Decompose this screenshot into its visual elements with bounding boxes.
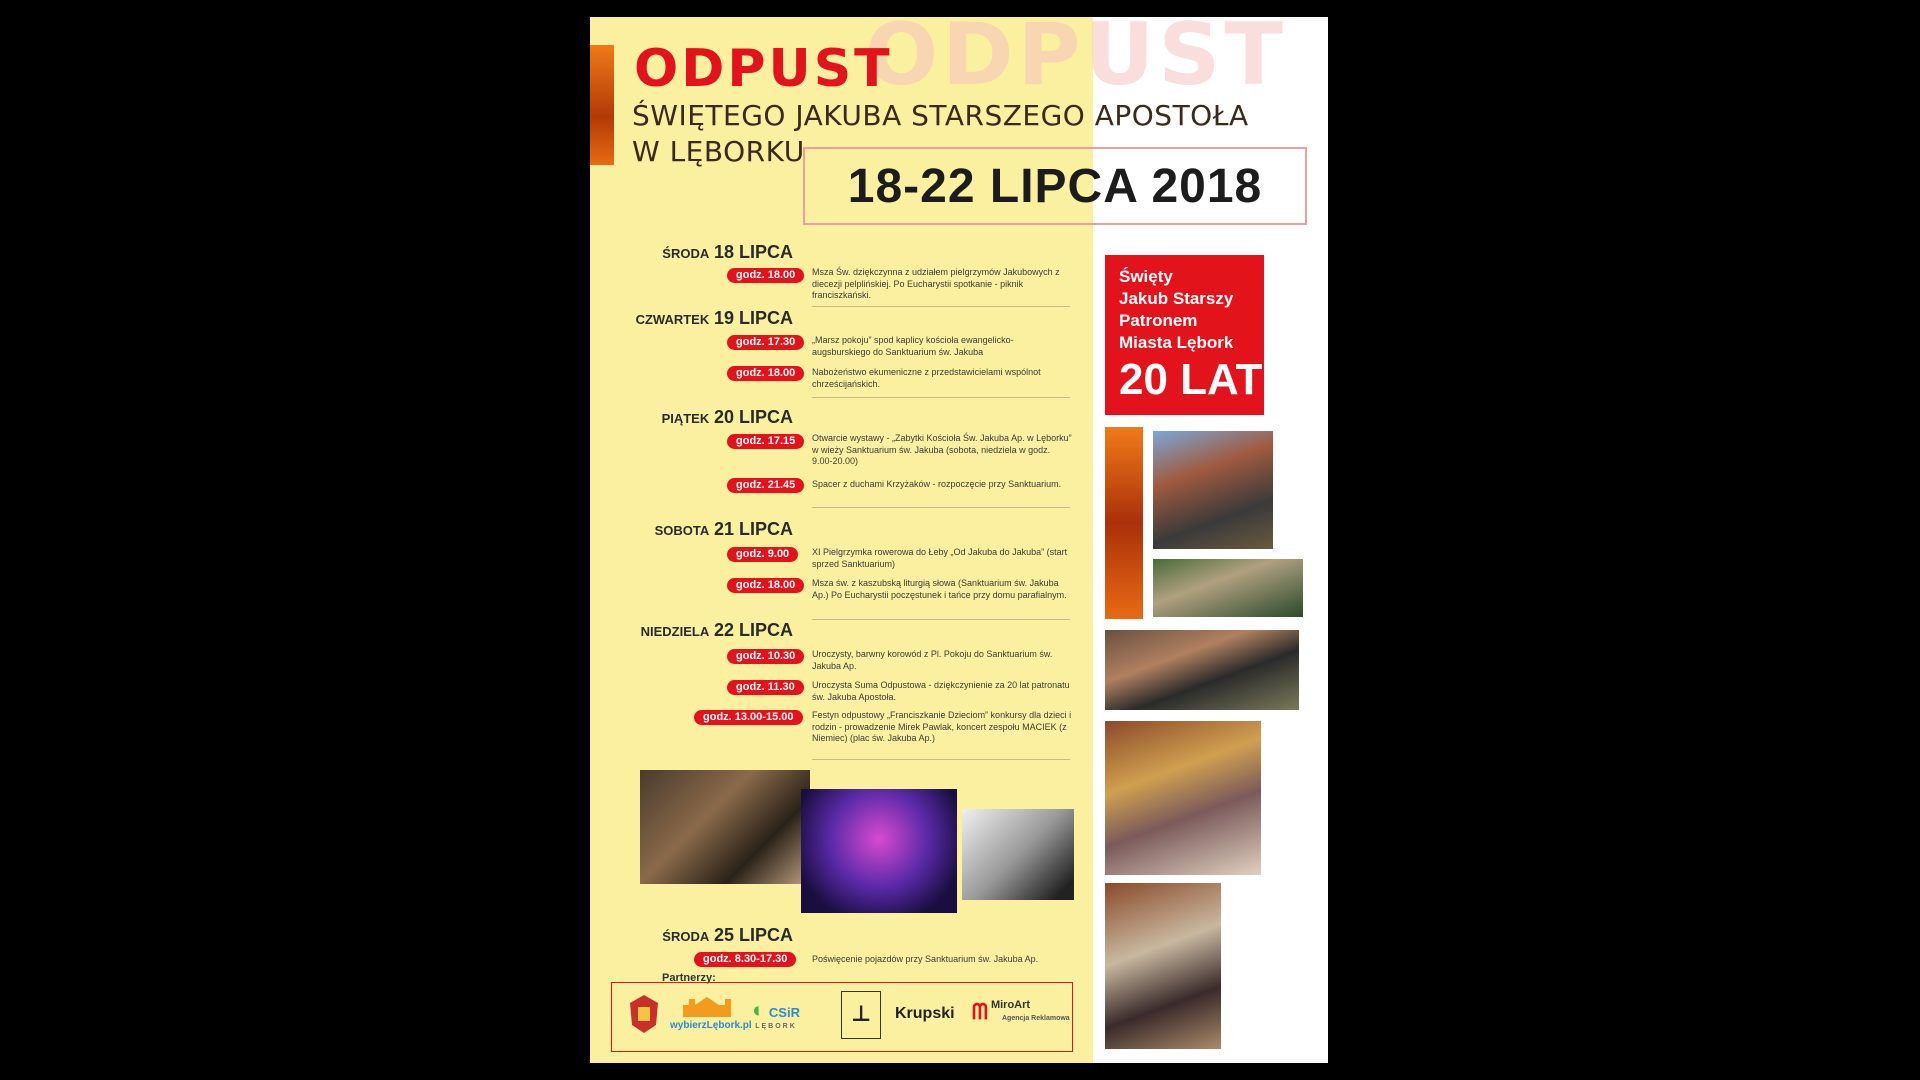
- city-crest-icon: [624, 991, 664, 1037]
- event-desc: Otwarcie wystawy - „Zabytki Kościoła Św. Jakuba Ap. w Lęborku” w wieży Sanktuarium św. Jakuba (sobota, niedziela w godz. 9.00-20.00): [812, 433, 1072, 466]
- band-photo: [640, 770, 810, 884]
- orange-decor: [590, 45, 614, 165]
- time-pill: godz. 17.15: [727, 434, 804, 449]
- divider: [812, 759, 1070, 760]
- time-pill: godz. 9.00: [727, 547, 798, 562]
- time-pill: godz. 10.30: [727, 649, 804, 664]
- event-desc: Spacer z duchami Krzyżaków - rozpoczęcie przy Sanktuarium.: [812, 479, 1062, 489]
- krupski-logo: Krupski: [895, 1005, 955, 1022]
- time-pill: godz. 18.00: [727, 268, 804, 283]
- event-desc: Uroczysty, barwny korowód z Pl. Pokoju do Sanktuarium św. Jakuba Ap.: [812, 649, 1053, 671]
- lebork-logo: wybierzLębork.pl: [670, 995, 744, 1031]
- school-emblem-icon: ⊥: [850, 1001, 872, 1026]
- time-pill: godz. 21.45: [727, 478, 804, 493]
- event-desc: Festyn odpustowy „Franciszkanie Dzieciom” konkursy dla dzieci i rodzin - prowadzenie Mirek Pawlak, koncert zespołu MACIEK (z Niemiec) (plac św. Jakuba Ap.): [812, 710, 1072, 743]
- date-box: [803, 147, 1307, 225]
- day-heading: ŚRODA 18 LIPCA: [662, 242, 793, 262]
- main-title: ODPUST: [634, 39, 893, 99]
- badge-line3: Patronem: [1119, 311, 1198, 330]
- subtitle-line1: ŚWIĘTEGO JAKUBA STARSZEGO APOSTOŁA: [632, 99, 1249, 132]
- day-heading: PIĄTEK 20 LIPCA: [661, 407, 793, 427]
- time-pill: godz. 8.30-17.30: [694, 952, 796, 967]
- badge-line1: Święty: [1119, 267, 1173, 286]
- bike-pilgrimage-photo: [1153, 431, 1273, 549]
- miroart-icon: ᗰ: [972, 999, 988, 1024]
- school-logo: [841, 991, 881, 1039]
- event-desc: „Marsz pokoju” spod kaplicy kościoła ewangelicko-augsburskiego do Sanktuarium św. Jakuba: [812, 335, 1014, 357]
- subtitle-line2: W LĘBORKU: [632, 135, 805, 168]
- orange-decor-strip: [1105, 427, 1143, 619]
- leaf-icon: ◐: [752, 997, 766, 1022]
- badge-line4: Miasta Lębork: [1119, 333, 1234, 352]
- festival-crowd-photo: [1105, 721, 1261, 875]
- time-pill: godz. 18.00: [727, 578, 804, 593]
- divider: [812, 306, 1070, 307]
- procession-photo: [1105, 883, 1221, 1049]
- event-desc: Poświęcenie pojazdów przy Sanktuarium św. Jakuba Ap.: [812, 954, 1039, 964]
- divider: [812, 507, 1070, 508]
- csir-logo: ◐ CSiR LĘBORK: [752, 997, 800, 1030]
- event-desc: Uroczysta Suma Odpustowa - dziękczynienie za 20 lat patronatu św. Jakuba Apostoła.: [812, 680, 1070, 702]
- day-heading: SOBOTA 21 LIPCA: [654, 519, 793, 539]
- divider: [812, 397, 1070, 398]
- partners-label: Partnerzy:: [662, 972, 716, 984]
- picnic-photo: [1153, 559, 1303, 617]
- cyclists-photo: [1105, 630, 1299, 710]
- time-pill: godz. 18.00: [727, 366, 804, 381]
- castle-icon: [679, 995, 735, 1017]
- badge-line2: Jakub Starszy: [1119, 289, 1234, 308]
- miroart-logo: ᗰ MiroArt Agencja Reklamowa: [972, 999, 1070, 1024]
- day-heading: CZWARTEK 19 LIPCA: [635, 308, 793, 328]
- time-pill: godz. 11.30: [727, 680, 804, 695]
- day-heading: ŚRODA 25 LIPCA: [662, 925, 793, 945]
- time-pill: godz. 17.30: [727, 335, 804, 350]
- event-desc: Msza św. z kaszubską liturgią słowa (Sanktuarium św. Jakuba Ap.) Po Eucharystii poczęstunek i tańce przy domu parafialnym.: [812, 578, 1067, 600]
- concert-photo: [801, 789, 957, 913]
- time-pill: godz. 13.00-15.00: [694, 710, 803, 725]
- anniversary-badge: [1105, 255, 1264, 415]
- event-desc: XI Pielgrzymka rowerowa do Łeby „Od Jakuba do Jakuba” (start sprzed Sanktuarium): [812, 547, 1068, 569]
- ghost-title: ODPUST: [865, 17, 1287, 105]
- poster: [590, 17, 1328, 1063]
- day-heading: NIEDZIELA 22 LIPCA: [640, 620, 793, 640]
- divider: [812, 619, 1070, 620]
- badge-years: 20 LAT: [1119, 355, 1263, 404]
- event-desc: Msza Św. dziękczynna z udziałem pielgrzymów Jakubowych z diecezji pelplińskiej. Po Eucharystii spotkanie - piknik franciszkański.: [812, 267, 1060, 300]
- partners-box: [611, 982, 1073, 1052]
- event-desc: Nabożeństwo ekumeniczne z przedstawicielami wspólnot chrześcijańskich.: [812, 367, 1041, 389]
- singer-photo: [962, 809, 1074, 900]
- date-range: 18-22 LIPCA 2018: [847, 159, 1263, 213]
